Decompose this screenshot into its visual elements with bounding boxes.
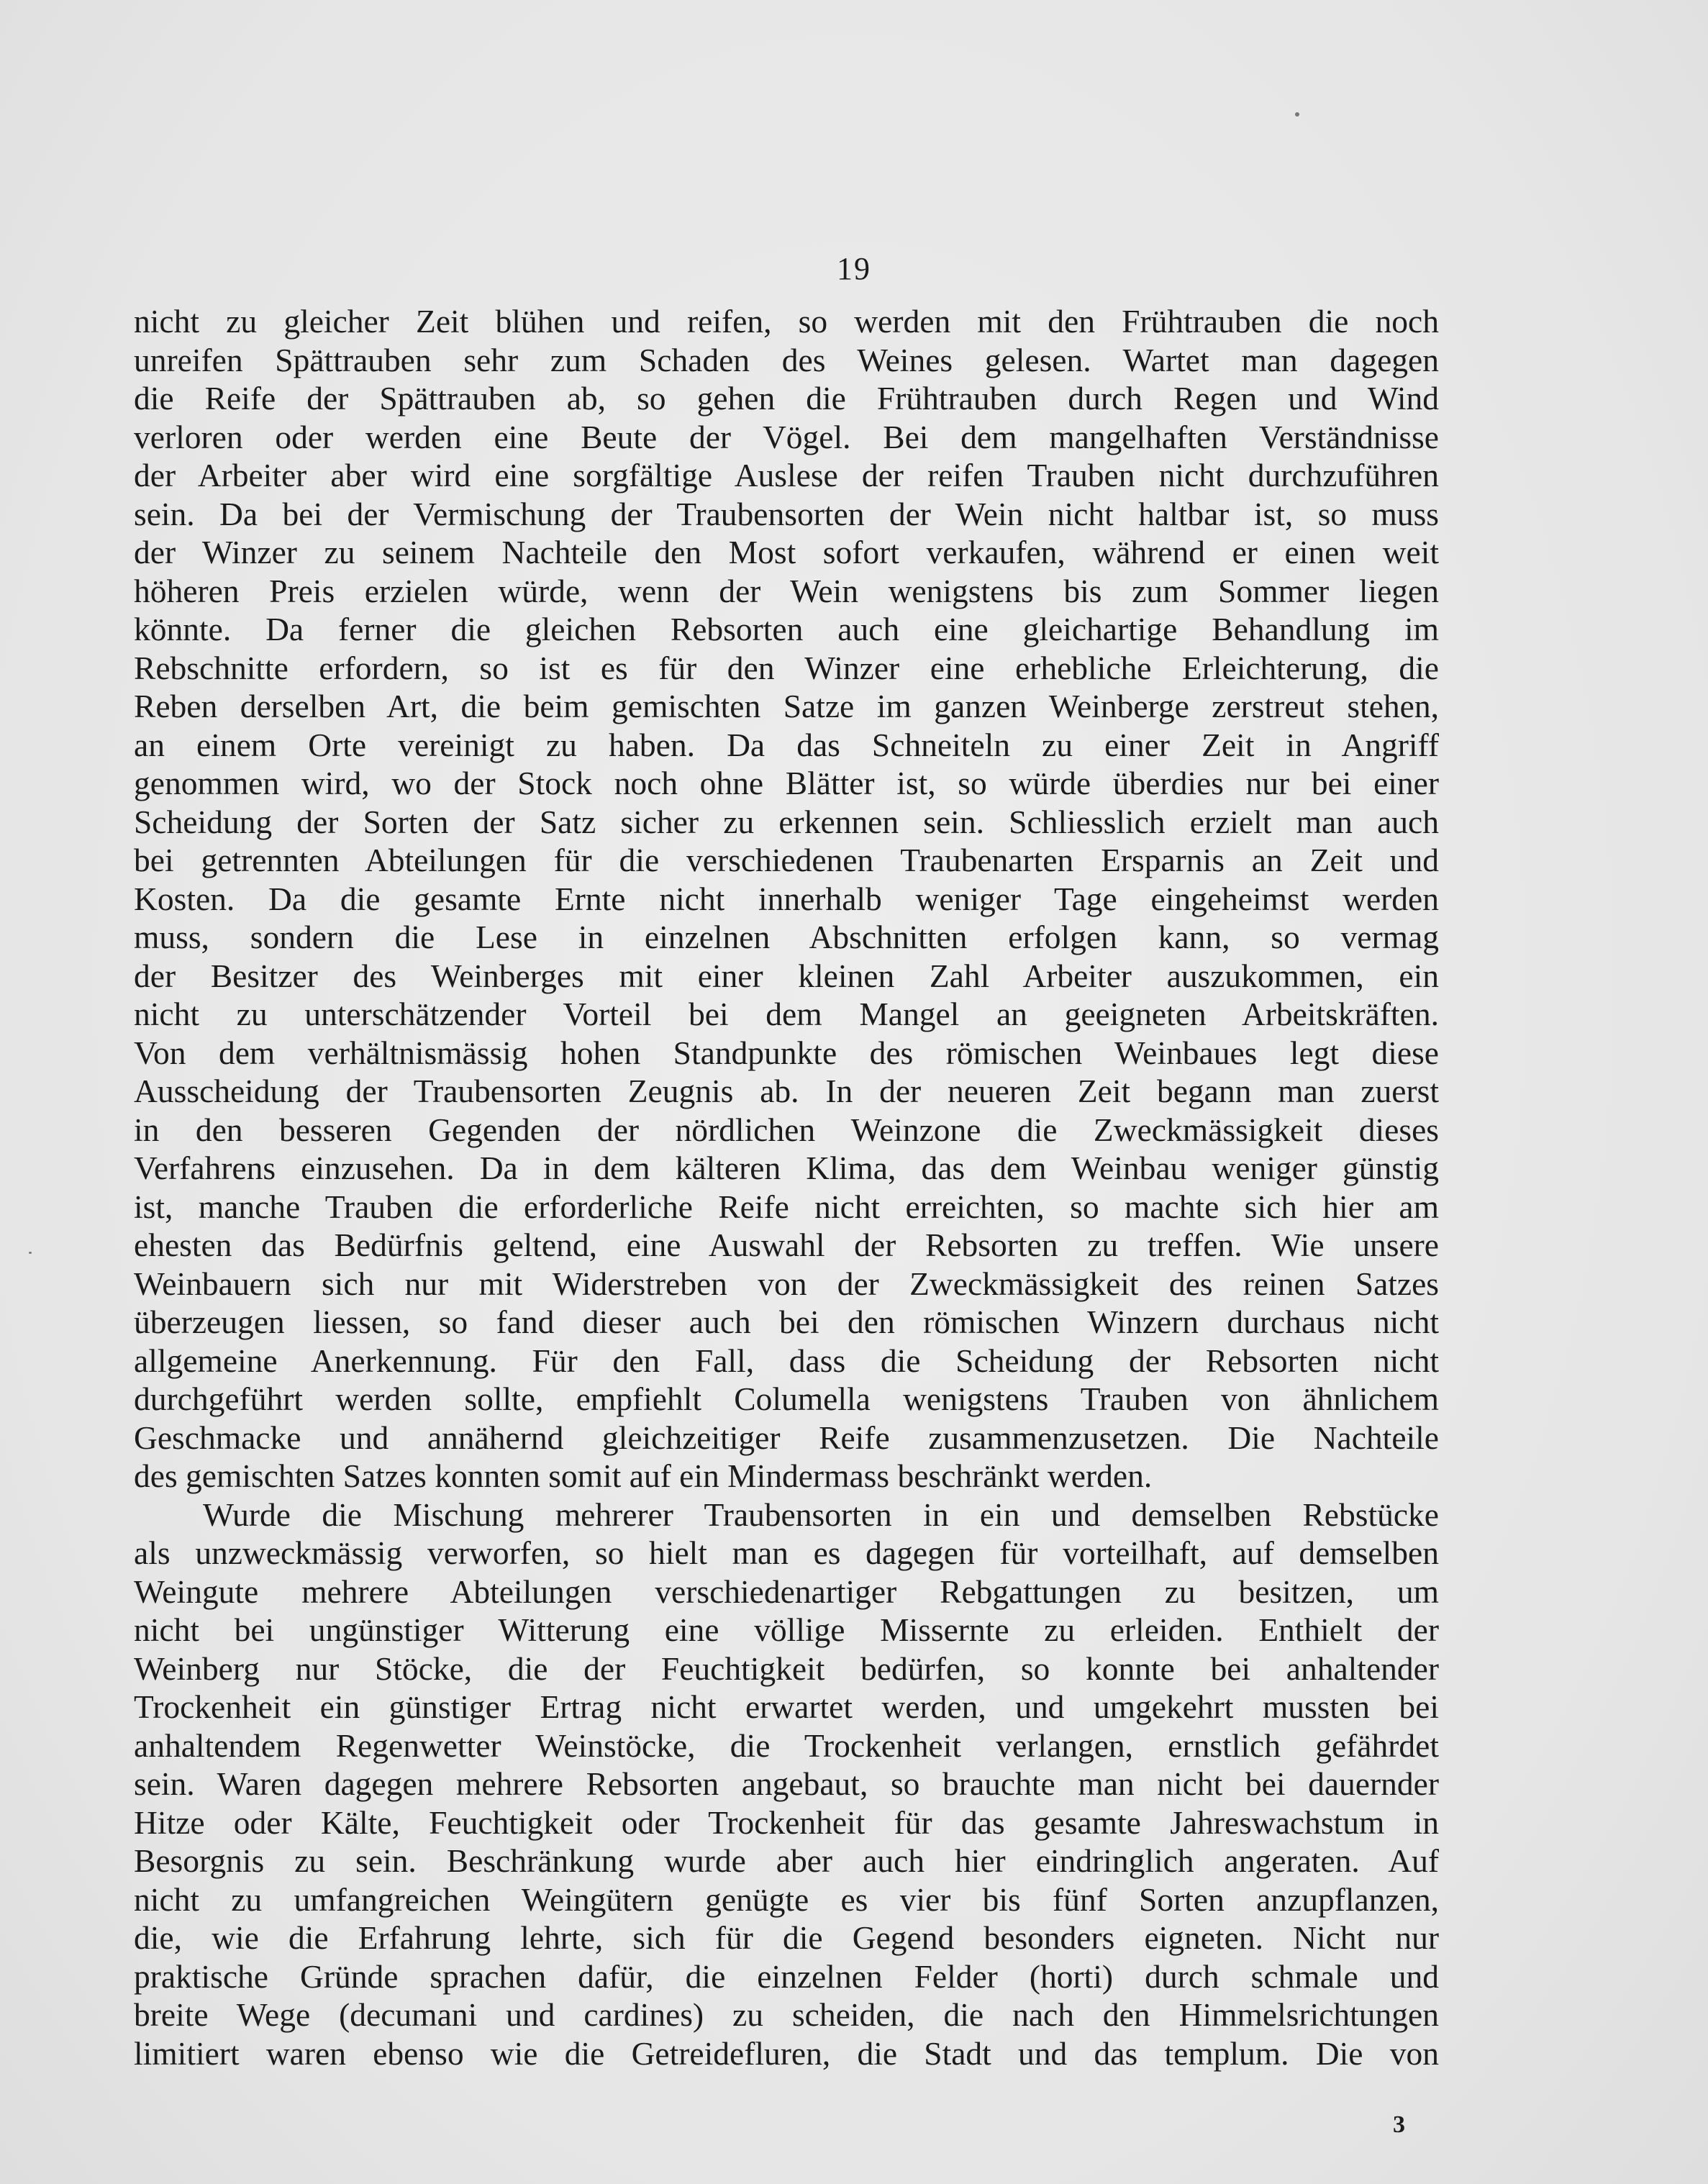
text-line: ehesten das Bedürfnis geltend, eine Auswahl der Rebsorten zu treffen. Wie unsere (134, 1227, 1439, 1263)
text-line: Scheidung der Sorten der Satz sicher zu erkennen sein. Schliesslich erzielt man auch (134, 803, 1439, 840)
scan-speck (29, 1252, 32, 1254)
text-line: in den besseren Gegenden der nördlichen Weinzone die Zweckmässigkeit dieses (134, 1111, 1439, 1148)
text-line: ist, manche Trauben die erforderliche Reife nicht erreichten, so machte sich hier am (134, 1188, 1439, 1225)
text-line: Geschmacke und annähernd gleichzeitiger Reife zusammenzusetzen. Die Nachteile (134, 1419, 1439, 1456)
paragraph-2 (134, 1496, 1439, 2073)
text-line: unreifen Spättrauben sehr zum Schaden des Weines gelesen. Wartet man dagegen (134, 341, 1439, 378)
text-line: anhaltendem Regenwetter Weinstöcke, die Trockenheit verlangen, ernstlich gefährdet (134, 1726, 1439, 1764)
text-line: muss, sondern die Lese in einzelnen Abschnitten erfolgen kann, so vermag (134, 919, 1439, 955)
text-line: Von dem verhältnismässig hohen Standpunkte des römischen Weinbaues legt diese (134, 1034, 1439, 1071)
text-line: Reben derselben Art, die beim gemischten Satze im ganzen Weinberge zerstreut stehen, (134, 688, 1439, 724)
text-line: die Reife der Spättrauben ab, so gehen die Frühtrauben durch Regen und Wind (134, 380, 1439, 417)
text-line: höheren Preis erzielen würde, wenn der Wein wenigstens bis zum Sommer liegen (134, 572, 1439, 609)
text-line: der Besitzer des Weinberges mit einer kleinen Zahl Arbeiter auszukommen, ein (134, 957, 1439, 994)
text-line: allgemeine Anerkennung. Für den Fall, dass die Scheidung der Rebsorten nicht (134, 1342, 1439, 1379)
text-line: Weingute mehrere Abteilungen verschiedenartiger Rebgattungen zu besitzen, um (134, 1573, 1439, 1610)
text-line: des gemischten Satzes konnten somit auf ein Mindermass beschränkt werden. (134, 1457, 1153, 1494)
body-text (134, 302, 1439, 2072)
text-line: limitiert waren ebenso wie die Getreidefluren, die Stadt und das templum. Die von (134, 2034, 1439, 2072)
text-line: praktische Gründe sprachen dafür, die einzelnen Felder (horti) durch schmale und (134, 1957, 1439, 1995)
text-line: Besorgnis zu sein. Beschränkung wurde aber auch hier eindringlich angeraten. Auf (134, 1842, 1439, 1879)
text-line: sein. Da bei der Vermischung der Traubensorten der Wein nicht haltbar ist, so muss (134, 495, 1439, 532)
text-line: Verfahrens einzusehen. Da in dem kälteren Klima, das dem Weinbau weniger günstig (134, 1150, 1439, 1186)
text-line: die, wie die Erfahrung lehrte, sich für die Gegend besonders eigneten. Nicht nur (134, 1919, 1439, 1956)
text-line: bei getrennten Abteilungen für die verschiedenen Traubenarten Ersparnis an Zeit und (134, 842, 1439, 878)
text-line: durchgeführt werden sollte, empfiehlt Columella wenigstens Trauben von ähnlichem (134, 1380, 1439, 1417)
text-line: Ausscheidung der Traubensorten Zeugnis ab. In der neueren Zeit begann man zuerst (134, 1073, 1439, 1109)
text-line: könnte. Da ferner die gleichen Rebsorten auch eine gleichartige Behandlung im (134, 611, 1439, 647)
text-line: sein. Waren dagegen mehrere Rebsorten angebaut, so brauchte man nicht bei dauernder (134, 1765, 1439, 1802)
text-line: überzeugen liessen, so fand dieser auch bei den römischen Winzern durchaus nicht (134, 1303, 1439, 1340)
text-line: Wurde die Mischung mehrerer Traubensorten in ein und demselben Rebstücke (203, 1496, 1439, 1533)
text-line: Hitze oder Kälte, Feuchtigkeit oder Trockenheit für das gesamte Jahreswachstum in (134, 1803, 1439, 1841)
text-line: nicht zu umfangreichen Weingütern genügte es vier bis fünf Sorten anzupflanzen, (134, 1880, 1439, 1918)
text-line: breite Wege (decumani und cardines) zu scheiden, die nach den Himmelsrichtungen (134, 1996, 1439, 2033)
text-line: Weinbauern sich nur mit Widerstreben von der Zweckmässigkeit des reinen Satzes (134, 1265, 1439, 1302)
text-line: Trockenheit ein günstiger Ertrag nicht erwartet werden, und umgekehrt mussten bei (134, 1688, 1439, 1725)
text-line: verloren oder werden eine Beute der Vögel. Bei dem mangelhaften Verständnisse (134, 418, 1439, 455)
page-number: 19 (837, 251, 871, 286)
paragraph-1 (134, 302, 1439, 1496)
text-line: an einem Orte vereinigt zu haben. Da das Schneiteln zu einer Zeit in Angriff (134, 726, 1439, 763)
text-line: der Winzer zu seinem Nachteile den Most sofort verkaufen, während er einen weit (134, 534, 1439, 570)
signature-mark: 3 (1393, 2111, 1405, 2138)
text-line: der Arbeiter aber wird eine sorgfältige Auslese der reifen Trauben nicht durchzuführen (134, 457, 1439, 493)
text-line: nicht bei ungünstiger Witterung eine völlige Missernte zu erleiden. Enthielt der (134, 1611, 1439, 1648)
text-line: Kosten. Da die gesamte Ernte nicht innerhalb weniger Tage eingeheimst werden (134, 880, 1439, 917)
text-line: Weinberg nur Stöcke, die der Feuchtigkeit bedürfen, so konnte bei anhaltender (134, 1650, 1439, 1687)
text-line: nicht zu gleicher Zeit blühen und reifen, so werden mit den Frühtrauben die noch (134, 303, 1439, 340)
text-line: als unzweckmässig verworfen, so hielt man es dagegen für vorteilhaft, auf demselben (134, 1534, 1439, 1571)
scan-speck (1295, 112, 1299, 117)
text-line: nicht zu unterschätzender Vorteil bei dem Mangel an geeigneten Arbeitskräften. (134, 996, 1439, 1032)
text-line: genommen wird, wo der Stock noch ohne Blätter ist, so würde überdies nur bei einer (134, 765, 1439, 801)
text-line: Rebschnitte erfordern, so ist es für den Winzer eine erhebliche Erleichterung, die (134, 649, 1439, 686)
